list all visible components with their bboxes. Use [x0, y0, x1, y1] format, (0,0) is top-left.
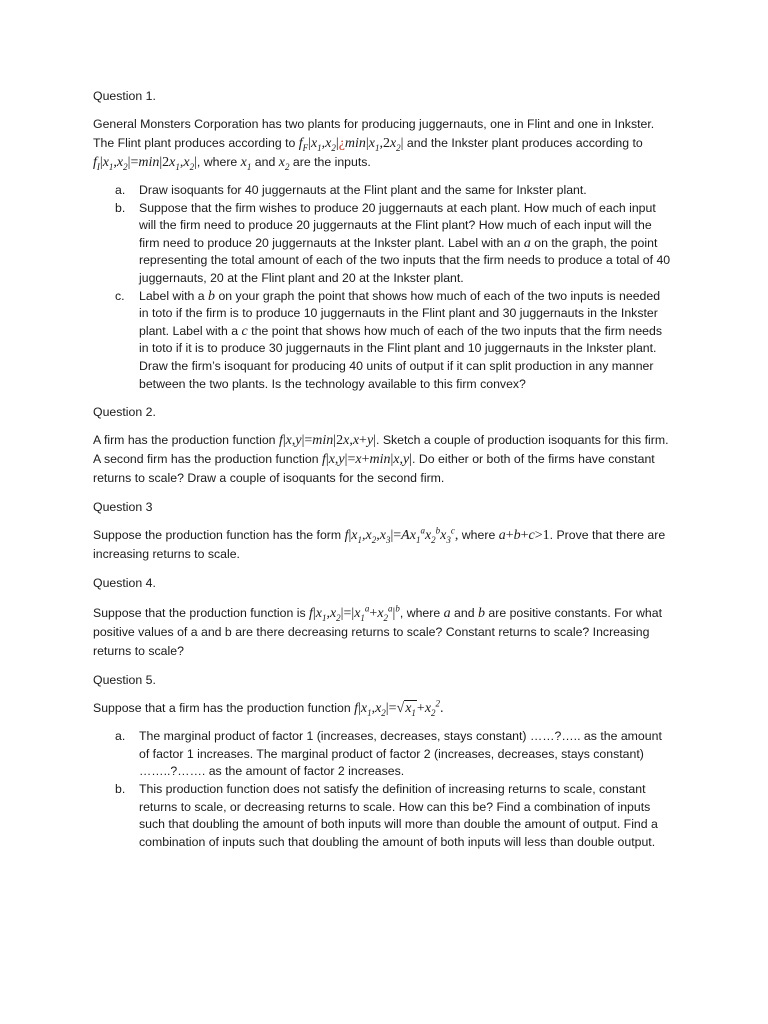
- question-1-heading: Question 1.: [93, 89, 156, 103]
- question-5-parts: [93, 728, 673, 851]
- question-1-intro: General Monsters Corporation has two plants for producing juggernauts, one in Flint and one in Inkster. The Flint plant produces according to $f_F|x_1,x_2|¿\min|x_1,2x_2|$ and the Inkster plant produces according to $f_I|x_1,x_2|=\min|2x_1,x_2|$, where $x_1$ and $x_2$ are the inputs.: [93, 117, 655, 172]
- question-4-heading: Question 4.: [93, 576, 156, 591]
- question-4-text: Suppose that the production function is $f|x_1,x_2|=|x_1^a+x_2^a|^b$, where a and b are positive constants. For what positive values of a and b are there decreasing returns to scale? Constant returns to scale? Increasing returns to scale?: [93, 603, 662, 659]
- question-1-part-b: b. Suppose that the firm wishes to produce 20 juggernauts at each plant. How much of each input will the firm need to produce 20 juggernauts at the Flint plant? How much of each input will the firm need to produce 20 juggernauts at the Inkster plant. Label with an a on the graph, the point representing the total amount of each of the two inputs that the firm needs to produce a total of 40 juggernauts, 20 at the Flint plant and 20 at the Inkster plant.: [115, 200, 671, 285]
- returns-condition: a+b+c>1: [498, 528, 550, 544]
- question-3-heading: Question 3: [93, 500, 153, 515]
- cobb-douglas-function: $f|x_1,x_2,x_3|=Ax_1^ax_2^bx_3^c$,: [344, 525, 459, 545]
- question-5-heading: Question 5.: [93, 673, 156, 688]
- first-firm-production-function: f|x,y|=min|2x,x+y|: [278, 433, 376, 449]
- question-1-parts: [93, 182, 673, 393]
- ces-production-function: $f|x_1,x_2|=|x_1^a+x_2^a|^b$: [309, 603, 400, 623]
- question-3-text: Suppose the production function has the form $f|x_1,x_2,x_3|=Ax_1^ax_2^bx_3^c$, where a+b+c>1. Prove that there are increasing returns to scale.: [93, 525, 666, 562]
- sqrt-production-function: $f|x_1,x_2|=√x_1+x_2^2$.: [354, 698, 444, 718]
- flint-production-function: $f_F|x_1,x_2|¿\min|x_1,2x_2|$: [298, 136, 404, 153]
- question-2-heading: Question 2.: [93, 405, 156, 420]
- document-content: [93, 87, 673, 851]
- question-1-part-a: a. Draw isoquants for 40 juggernauts at the Flint plant and the same for Inkster plant.: [115, 183, 587, 197]
- question-5-part-a: a. The marginal product of factor 1 (increases, decreases, stays constant) ……?….. as the amount of factor 1 increases. The marginal product of factor 2 (increases, decreases, stays constant) ……..?……. as the amount of factor 2 increases.: [115, 729, 662, 779]
- question-2-text: A firm has the production function f|x,y|=min|2x,x+y|. Sketch a couple of production isoquants for this firm. A second firm has the production function f|x,y|=x+min|x,y|. Do either or both of the firms have constant returns to scale? Draw a couple of isoquants for the second firm.: [93, 433, 669, 486]
- inkster-production-function: $f_I|x_1,x_2|=\min|2x_1,x_2|$: [93, 155, 197, 172]
- question-1-part-c: c. Label with a b on your graph the point that shows how much of each of the two inputs is needed in toto if the firm is to produce 10 juggernauts in the Flint plant and 30 juggernauts in the Inkster plant. Label with a c the point that shows how much of each of the two inputs that the firm needs in toto if it is to produce 30 juggernauts in the Flint plant and 10 juggernauts in the Inkster plant. Draw the firm’s isoquant for producing 40 units of output if it can split production in any manner between the two plants. Is the technology available to this firm convex?: [115, 288, 662, 391]
- question-5-text: Suppose that a firm has the production function $f|x_1,x_2|=√x_1+x_2^2$.: [93, 698, 444, 718]
- question-5-part-b: b. This production function does not satisfy the definition of increasing returns to scale, constant returns to scale, or decreasing returns to scale. How can this be? Find a combination of inputs such that doubling the amount of both inputs will more than double the amount of output. Find a combination of inputs such that doubling the amount of both inputs will less than double output.: [115, 781, 658, 849]
- second-firm-production-function: f|x,y|=x+min|x,y|: [322, 452, 413, 468]
